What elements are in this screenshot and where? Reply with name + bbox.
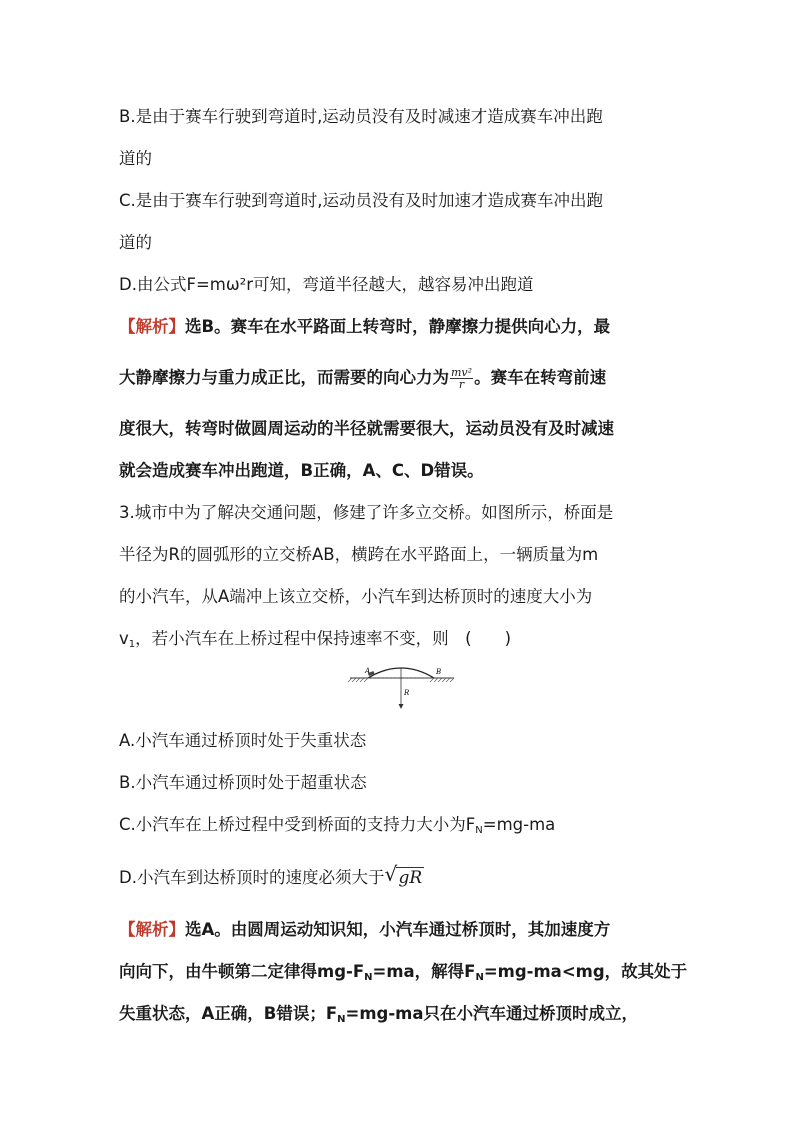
- question-3-line-4: [119, 627, 679, 657]
- label-a: A: [365, 667, 371, 675]
- analysis-3-text-2b: =ma，解得F: [372, 962, 476, 981]
- option-3a: A.小汽车通过桥顶时处于失重状态: [119, 731, 367, 750]
- analysis-tag: 【解析】: [119, 317, 185, 336]
- centripetal-force-fraction: [450, 367, 473, 390]
- analysis-3-text-1: 选A。由圆周运动知识知，小汽车通过桥顶时，其加速度方: [185, 920, 611, 939]
- analysis-3-text-3a: 失重状态，A正确，B错误；F: [119, 1004, 338, 1023]
- option-d-line: D.由公式F=mω²r可知，弯道半径越大，越容易冲出跑道: [119, 275, 534, 294]
- subscript-n: N: [337, 1014, 346, 1025]
- question-3-line-1: 3.城市中为了解决交通问题，修建了许多立交桥。如图所示，桥面是: [119, 503, 614, 522]
- analysis-2-line-2: [119, 366, 679, 390]
- bridge-diagram: [346, 662, 458, 712]
- normal-force-subscript: N: [475, 825, 483, 836]
- label-b: B: [436, 668, 442, 676]
- analysis-3-line-1: [119, 918, 679, 942]
- subscript-n: N: [364, 972, 373, 983]
- analysis-3-text-2c: =mg-ma<mg，故其处于: [483, 962, 688, 981]
- analysis-2-text-1: 选B。赛车在水平路面上转弯时，静摩擦力提供向心力，最: [185, 317, 611, 336]
- radius-arrowhead: [399, 704, 404, 709]
- analysis-2-line-1: [119, 315, 679, 339]
- option-b-line-1: B.是由于赛车行驶到弯道时,运动员没有及时减速才造成赛车冲出跑: [119, 107, 603, 126]
- option-3c-text: C.小汽车在上桥过程中受到桥面的支持力大小为F: [119, 815, 476, 834]
- radicand: gR: [398, 868, 423, 888]
- fraction-numerator: mv²: [451, 366, 473, 379]
- velocity-symbol: v: [119, 629, 129, 648]
- analysis-2-text-2b: 。赛车在转弯前速: [474, 368, 607, 387]
- question-3-line-2: 半径为R的圆弧形的立交桥AB，横跨在水平路面上，一辆质量为m: [119, 545, 599, 564]
- option-3d-text: D.小汽车到达桥顶时的速度必须大于: [119, 868, 385, 887]
- option-3d: [119, 862, 679, 890]
- analysis-tag: 【解析】: [119, 920, 185, 939]
- label-r: R: [404, 689, 410, 697]
- sqrt-gr-expression: [384, 862, 424, 890]
- fraction-denominator: r: [458, 378, 465, 391]
- option-c-line-1: C.是由于赛车行驶到弯道时,运动员没有及时加速才造成赛车冲出跑: [119, 191, 604, 210]
- analysis-3-text-3b: =mg-ma只在小汽车通过桥顶时成立，: [345, 1004, 639, 1023]
- question-3-text-4: ，若小汽车在上桥过程中保持速率不变，则 ( ): [135, 629, 512, 648]
- option-3c-formula: =mg-ma: [482, 815, 556, 834]
- option-3c: [119, 813, 679, 843]
- option-c-line-2: 道的: [119, 233, 152, 252]
- velocity-subscript: 1: [128, 639, 136, 650]
- question-3-line-3: 的小汽车，从A端冲上该立交桥，小汽车到达桥顶时的速度大小为: [119, 587, 593, 606]
- option-b-line-2: 道的: [119, 149, 152, 168]
- analysis-2-line-3: 度很大，转弯时做圆周运动的半径就需要很大，运动员没有及时减速: [119, 419, 614, 438]
- analysis-2-text-2a: 大静摩擦力与重力成正比，而需要的向心力为: [119, 368, 449, 387]
- option-3b: B.小汽车通过桥顶时处于超重状态: [119, 773, 367, 792]
- analysis-3-line-3: [119, 1002, 679, 1032]
- analysis-3-text-2a: 向向下，由牛顿第二定律得mg-F: [119, 962, 365, 981]
- analysis-2-line-4: 就会造成赛车冲出跑道，B正确，A、C、D错误。: [119, 461, 484, 480]
- radical-sign: √: [384, 862, 398, 886]
- analysis-3-line-2: [119, 960, 688, 990]
- subscript-n: N: [475, 972, 484, 983]
